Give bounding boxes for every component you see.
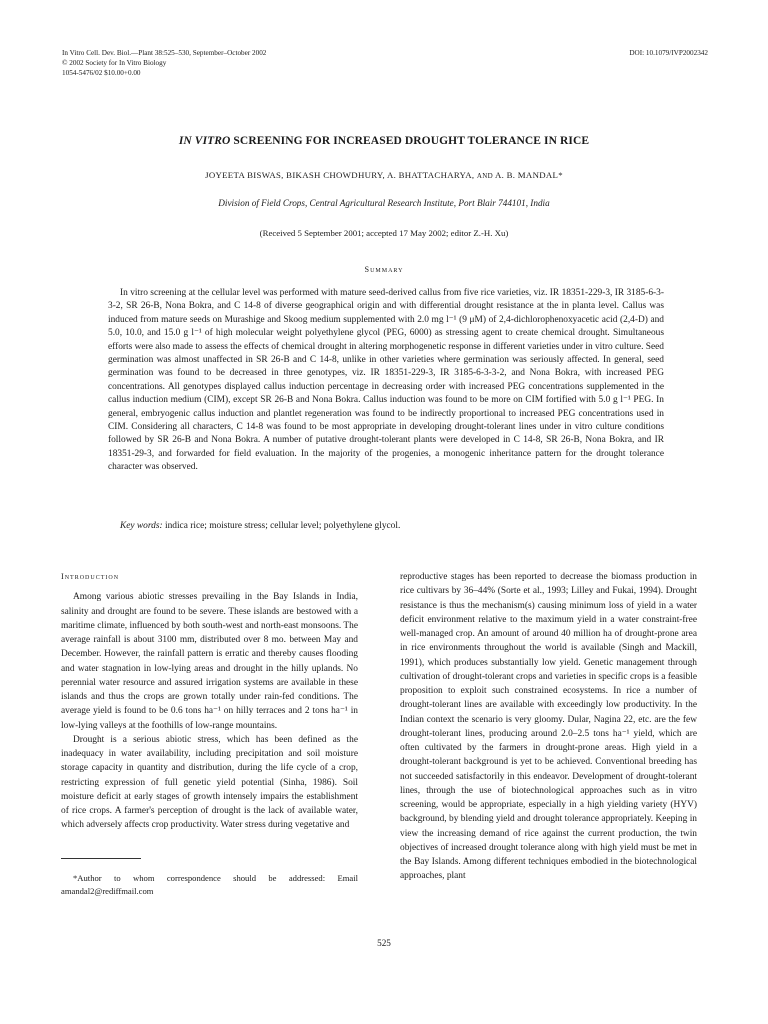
authors-main: JOYEETA BISWAS, BIKASH CHOWDHURY, A. BHATTACHARYA, [205,170,477,180]
keywords-text: indica rice; moisture stress; cellular level; polyethylene glycol. [162,521,401,531]
journal-header [62,48,266,78]
right-column [400,570,697,884]
copyright-line: © 2002 Society for In Vitro Biology [62,59,167,67]
title-rest: SCREENING FOR INCREASED DROUGHT TOLERANCE IN RICE [230,135,590,147]
title-italic: IN VITRO [178,135,231,147]
keywords [108,520,664,533]
intro-paragraph-1: Among various abiotic stresses prevailing in the Bay Islands in India, salinity and drought are found to be severe. These islands are bestowed with a maritime climate, influenced by both south-west and north-east monsoons. The average rainfall is about 3100 mm, distributed over 8 mo. between May and December. However, the rainfall pattern is erratic and thereby causes flooding and water stagnation in low-lying areas and drought in the hilly uplands. No perennial water resource and assured irrigation systems are available in these islands and thus the crops are grown totally under rain-fed conditions. The average yield is found to be 0.6 tons ha⁻¹ on hilly terraces and 2 tons ha⁻¹ in low-lying valleys at the foothills of low-range mountains. [61,592,358,731]
journal-citation: In Vitro Cell. Dev. Biol.—Plant 38:525–530, September–October 2002 [62,49,267,57]
intro-paragraph-continued: reproductive stages has been reported to decrease the biomass production in rice cultivars by 36–44% (Sorte et al., 1993; Lilley and Fukai, 1994). Drought resistance is thus the mechanism(s) causing minimum loss of yield in a water deficit environment relative to the maximum yield in a water constraint-free well-managed crop. An amount of around 40 million ha of drought-prone area in rice environments throughout the world is available (Singh and Mackill, 1991), which produces substantially low yield. Genetic management through cultivation of drought-tolerant crops and varieties in specific crops is a feasible proposition to exploit such constrained ecosystems. In rice a number of drought-tolerant lines are available with exceedingly low productivity. In the Indian context the scenario is very gloomy. Dular, Nagina 22, etc. are the few drought-tolerant lines, producing around 2.0–2.5 tons ha⁻¹ yield, which are often cultivated by the farmers in drought-prone areas. High yield in a drought-tolerant background is yet to be achieved. Conventional breeding has not succeeded satisfactorily in this endeavor. Development of drought-tolerant lines, through the use of biotechnological approaches such as in vitro screening, would be appropriate, especially in a high yielding variety (HYV) background, by blending yield and drought tolerance appropriately. Keeping in view the increasing demand of rice against the current production, the twin objectives of increased drought tolerance along with high yield must be met in the Bay Islands. Among different techniques embodied in the biotechnological approaches, plant [400,572,697,882]
introduction-heading: Introduction [61,572,120,581]
footnote: *Author to whom correspondence should be addressed: Email amandal2@rediffmail.com [61,873,358,896]
page-number: 525 [377,938,391,948]
summary-heading: Summary [364,265,404,274]
received-dates: (Received 5 September 2001; accepted 17 May 2002; editor Z.-H. Xu) [259,228,509,238]
doi: DOI: 10.1079/IVP2002342 [629,49,708,57]
keywords-label: Key words: [120,521,163,531]
issn-line: 1054-5476/02 $10.00+0.00 [62,69,141,77]
affiliation: Division of Field Crops, Central Agricultural Research Institute, Port Blair 744101, India [218,198,550,208]
authors-and: AND [476,172,493,180]
intro-paragraph-2: Drought is a serious abiotic stress, which has been defined as the inadequacy in water availability, including precipitation and soil moisture storage capacity in quantity and distribution, during the life cycle of a crop, restricting expression of full genetic yield potential (Sinha, 1986). Soil moisture deficit at early stages of growth intensely impairs the establishment of rice crops. A farmer's perception of drought is the lack of available water, which adversely affects crop productivity. Water stress during vegetative and [61,734,358,831]
left-column [61,570,358,833]
authors-last: A. B. MANDAL* [492,170,563,180]
summary-text: In vitro screening at the cellular level was performed with mature seed-derived callus from five rice varieties, viz. IR 18351-229-3, IR 3185-6-3-3-2, SR 26-B, Nona Bokra, and C 14-8 of diverse geographical origin and with differential drought resistance at the in planta level. Callus was induced from mature seeds on Murashige and Skoog medium supplemented with 2.0 mg l⁻¹ (9 μM) of 2,4-dichlorophenoxyacetic acid (2,4-D) and 5.0, 10.0, and 15.0 g l⁻¹ of high molecular weight polyethylene glycol (PEG, 6000) as stressing agent to create chemical drought. Simultaneous efforts were also made to assess the effects of chemical drought in altering morphogenetic response in different varieties under in vitro culture. Seed germination was almost unaffected in SR 26-B and C 14-8, unlike in other varieties where germination was seriously affected. In general, seed germination was found to be decreased in three genotypes, viz. IR 18351-229-3, IR 3185-6-3-3-2, and Nona Bokra, with increased PEG concentrations. All genotypes displayed callus induction percentage in decreasing order with increased PEG concentrations supplemented in the callus induction medium (CIM), except SR 26-B and Nona Bokra. Callus induction was found to be more on CIM fortified with 5.0 g l⁻¹ PEG. In general, embryogenic callus induction and plantlet regeneration was found to be indirectly proportional to increased PEG concentrations used in CIM. Considering all characters, C 14-8 was found to be most appropriate in developing drought-tolerant lines under in vitro culture conditions followed by SR 26-B and Nona Bokra. A number of putative drought-tolerant plants were developed in C 14-8, SR 26-B, Nona Bokra, and IR 18351-29-3, and forwarded for field evaluation. In the majority of the progenies, a monogenic inheritance pattern for the drought tolerance character was observed. [108,288,664,473]
article-title [62,135,706,147]
footnote-rule [61,858,141,859]
author-list [62,170,706,180]
